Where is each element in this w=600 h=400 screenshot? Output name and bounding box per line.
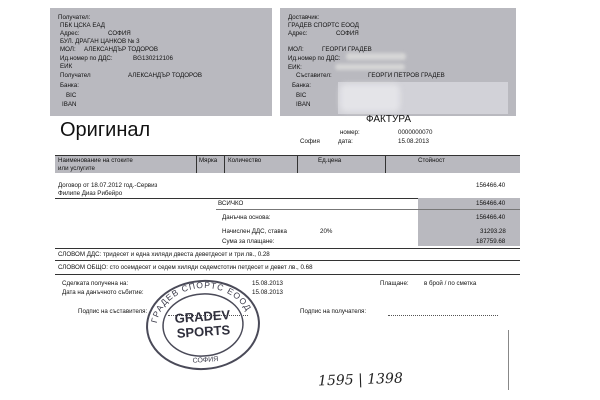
supplier-city: СОФИЯ [336,30,359,37]
supplier-heading: Доставчик: [288,14,320,21]
col-quantity: Количество [228,157,262,164]
total-in-words: СЛОВОМ ОБЩО: сто осемдесет и седем хиляди седемстотин петдесет и девет лв., 0.68 [58,264,313,271]
recipient-receiver: АЛЕКСАНДЪР ТОДОРОВ [128,72,202,79]
invoice-number-label: номер: [340,129,360,136]
recipient-address-label: Адрес: [60,30,80,37]
col-name-line2: или услугите [58,165,95,172]
col-name-line1: Наименование на стоките [58,157,133,164]
col-value: Стойност [418,157,445,164]
supplier-bank-label: Банка: [292,82,311,89]
invoice-title: ФАКТУРА [366,114,412,125]
stamp-center-line1: GRADEV [174,307,231,326]
recipient-eik-label: ЕИК [60,63,73,70]
tax-event-label: Дата на данъчното събитие: [62,289,144,296]
all-label: ВСИЧКО [218,200,244,207]
supplier-name: ГРАДЕВ СПОРТС ЕООД [288,22,359,29]
vat-value: 31293.28 [480,228,506,235]
item-description-line2: Филипе Диаз Рибейро [58,190,123,197]
redaction-blur [340,84,400,112]
col-unit: Мярка [199,157,218,164]
supplier-bic-label: BIC [296,92,307,99]
recipient-mol-label: МОЛ: [60,46,76,53]
recipient-vat-label: Ид.номер по ДДС: [60,55,113,62]
stamp-center-line2: SPORTS [176,322,231,341]
recipient-vat: BG130212106 [133,55,173,62]
vat-in-words: СЛОВОМ ДДС: тридесет и една хиляди двеста деветдесет и три лв., 0.28 [58,251,270,258]
original-label: Оригинал [60,119,151,141]
sum-value: 187759.68 [476,238,506,245]
supplier-vat-label: Ид.номер по ДДС: [288,55,341,62]
receiver-signature-label: Подпис на получателя: [300,308,367,315]
supplier-author: ГЕОРГИ ПЕТРОВ ГРАДЕВ [368,72,445,79]
invoice-place: София [300,138,320,145]
vat-rate: 20% [320,228,333,235]
tax-event-date: 15.08.2013 [252,289,283,296]
vat-label: Начислен ДДС, ставка [222,228,287,235]
company-stamp [142,278,264,372]
stamp-city: СОФИЯ [192,356,219,365]
item-value: 156466.40 [476,182,506,189]
item-description-line1: Договор от 18.07.2012 год.-Сервиз [58,182,158,189]
supplier-mol-label: МОЛ: [288,46,304,53]
supplier-eik-label: ЕИК: [288,64,302,71]
author-signature-label: Подпис на съставителя: [78,308,148,315]
invoice-number: 0000000070 [398,129,433,136]
event-label: Сделката получена на: [62,280,129,287]
handwritten-note: 1595 | 1398 [317,370,404,390]
scan-edge [508,330,509,390]
sum-label: Сума за плащане: [222,238,275,245]
supplier-author-label: Съставител: [296,72,332,79]
supplier-iban-label: IBAN [296,101,311,108]
invoice-date: 15.08.2013 [398,138,429,145]
stamp-ring-text: ГРАДЕВ СПОРТС ЕООД [148,279,254,324]
all-value: 156466.40 [476,200,506,207]
recipient-mol: АЛЕКСАНДЪР ТОДОРОВ [84,46,158,53]
recipient-city: СОФИЯ [108,30,131,37]
recipient-heading: Получател: [58,14,91,21]
recipient-name: ПБК ЦСКА ЕАД [60,22,105,29]
recipient-iban-label: IBAN [62,101,77,108]
recipient-bank-label: Банка: [60,82,79,89]
payment-label: Плащане: [380,280,409,287]
recipient-bic-label: BIC [66,92,77,99]
tax-base-label: Данъчна основа: [222,214,271,221]
supplier-mol: ГЕОРГИ ГРАДЕВ [322,46,372,53]
invoice-date-label: дата: [338,138,353,145]
supplier-address-label: Адрес: [288,30,308,37]
tax-base-value: 156466.40 [476,214,506,221]
payment-value: в брой / по сметка [424,280,477,287]
col-unit-price: Ед.цена [318,157,342,164]
event-date: 15.08.2013 [252,280,283,287]
recipient-street: БУЛ. ДРАГАН ЦАНКОВ № 3 [60,38,140,45]
recipient-receiver-label: Получател [60,72,91,79]
